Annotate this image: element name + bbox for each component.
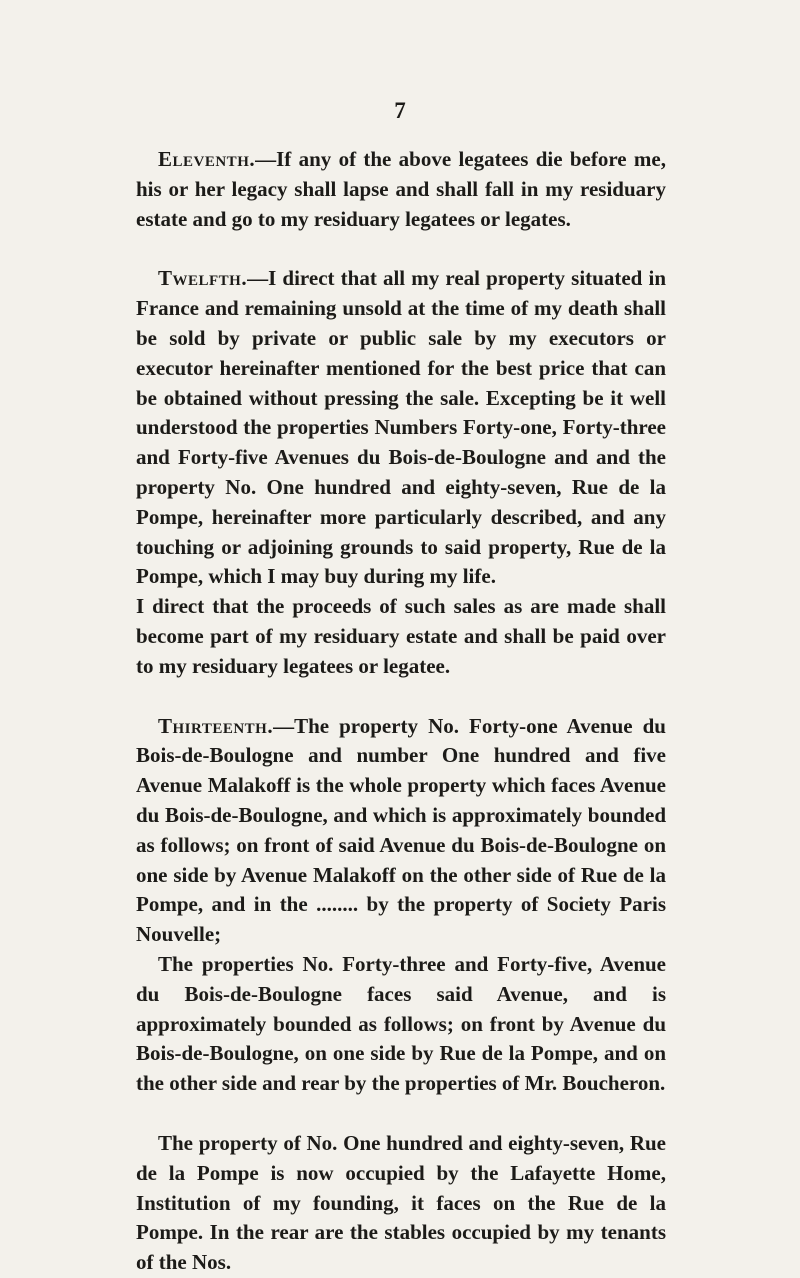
paragraph-gap [136, 682, 666, 712]
paragraph-twelfth [136, 264, 666, 592]
paragraph-gap [136, 234, 666, 264]
paragraph-eleventh [136, 145, 666, 234]
paragraph-thirteenth-3: The property of No. One hundred and eighty-seven, Rue de la Pompe is now occupied by the Lafayette Home, Institution of my founding, it faces on the Rue de la Pompe. In the rear are the stables occupied by my tenants of the Nos. [136, 1130, 666, 1275]
paragraph-gap [136, 1099, 666, 1129]
text-eleventh: —If any of the above legatees die before me, his or her legacy shall lapse and shall fall in my residuary estate and go to my residuary legatees or legates. [136, 147, 666, 231]
paragraph-thirteenth [136, 712, 666, 950]
page-number: 7 [394, 98, 406, 123]
text-thirteenth: —The property No. Forty-one Avenue du Bois-de-Boulogne and number One hundred and five Avenue Malakoff is the whole property which faces Avenue du Bois-de-Boulogne, and which is approximately bounded as follows; on front of said Avenue du Bois-de-Boulogne on one side by Avenue Malakoff on the other side of Rue de la Pompe, and in the ........ by the property of Society Paris Nouvelle; [136, 713, 666, 947]
heading-thirteenth: Thirteenth. [158, 713, 274, 738]
text-twelfth: —I direct that all my real property situated in France and remaining unsold at the time of my death shall be sold by private or public sale by my executors or executor hereinafter mentioned for the best price that can be obtained without pressing the sale. Excepting be it well understood the properties Numbers Forty-one, Forty-three and Forty-five Avenues du Bois-de-Boulogne and and the property No. One hundred and eighty-seven, Rue de la Pompe, hereinafter more particularly described, and any touching or adjoining grounds to said property, Rue de la Pompe, which I may buy during my life. [136, 266, 666, 589]
document-body [136, 145, 666, 1278]
heading-eleventh: Eleventh. [158, 147, 256, 171]
paragraph-thirteenth-2: The properties No. Forty-three and Forty-five, Avenue du Bois-de-Boulogne faces said Avenue, and is approximately bounded as follows; on front by Avenue du Bois-de-Boulogne, on one side by Rue de la Pompe, and on the other side and rear by the properties of Mr. Boucheron. [136, 951, 666, 1096]
paragraph-twelfth-2: I direct that the proceeds of such sales as are made shall become part of my residuary estate and shall be paid over to my residuary legatees or legatee. [136, 594, 666, 678]
heading-twelfth: Twelfth. [158, 266, 248, 291]
